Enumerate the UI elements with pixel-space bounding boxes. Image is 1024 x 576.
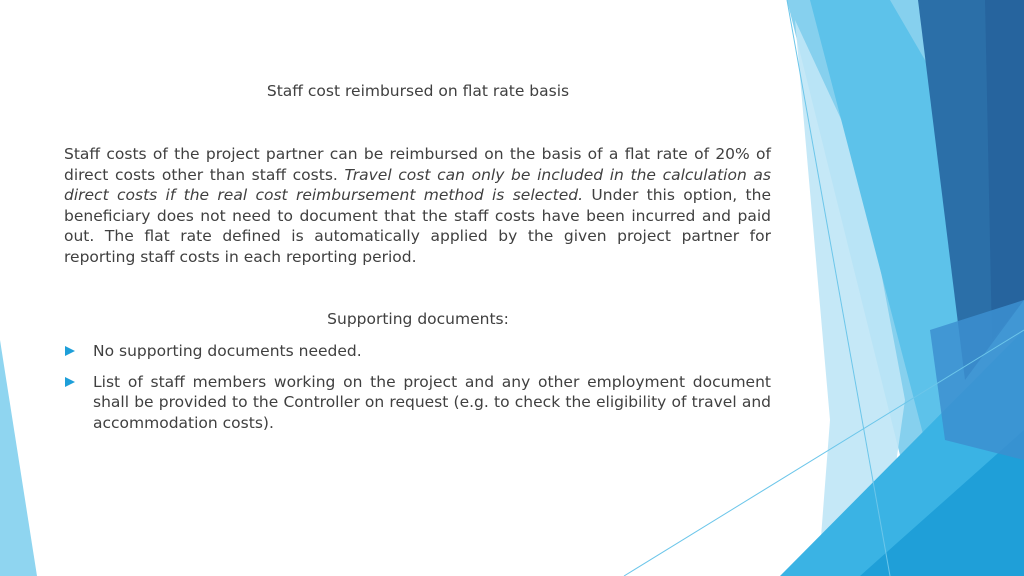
slide-title: Staff cost reimbursed on flat rate basis bbox=[266, 82, 570, 100]
paragraph-text-2: Under this option, the beneficiary does not need to document that the staff costs have been incurred and paid out. The flat rate defined is automatically applied by the given project partner for reporting staff costs in each reporting period. bbox=[64, 186, 771, 266]
bullet-arrow-icon bbox=[65, 346, 75, 356]
paragraph-text-1: Staff costs of the project partner can be reimbursed on the basis of a flat rate of 20% of direct costs other than staff costs. bbox=[64, 145, 771, 184]
bullet-text: List of staff members working on the project and any other employment document shall be provided to the Controller on request (e.g. to check the eligibility of travel and accommodation costs). bbox=[93, 372, 771, 432]
bullet-text: No supporting documents needed. bbox=[93, 342, 362, 360]
paragraph-italic-text: Travel cost can only be included in the calculation as direct costs if the real cost reimbursement method is selected. bbox=[64, 165, 771, 204]
main-paragraph bbox=[64, 144, 771, 267]
supporting-documents-heading: Supporting documents: bbox=[327, 310, 509, 328]
left-decor-shape bbox=[0, 340, 37, 576]
bullet-arrow-icon bbox=[65, 377, 75, 387]
list-item bbox=[64, 341, 771, 362]
bullet-list bbox=[64, 341, 771, 443]
list-item bbox=[64, 372, 771, 434]
